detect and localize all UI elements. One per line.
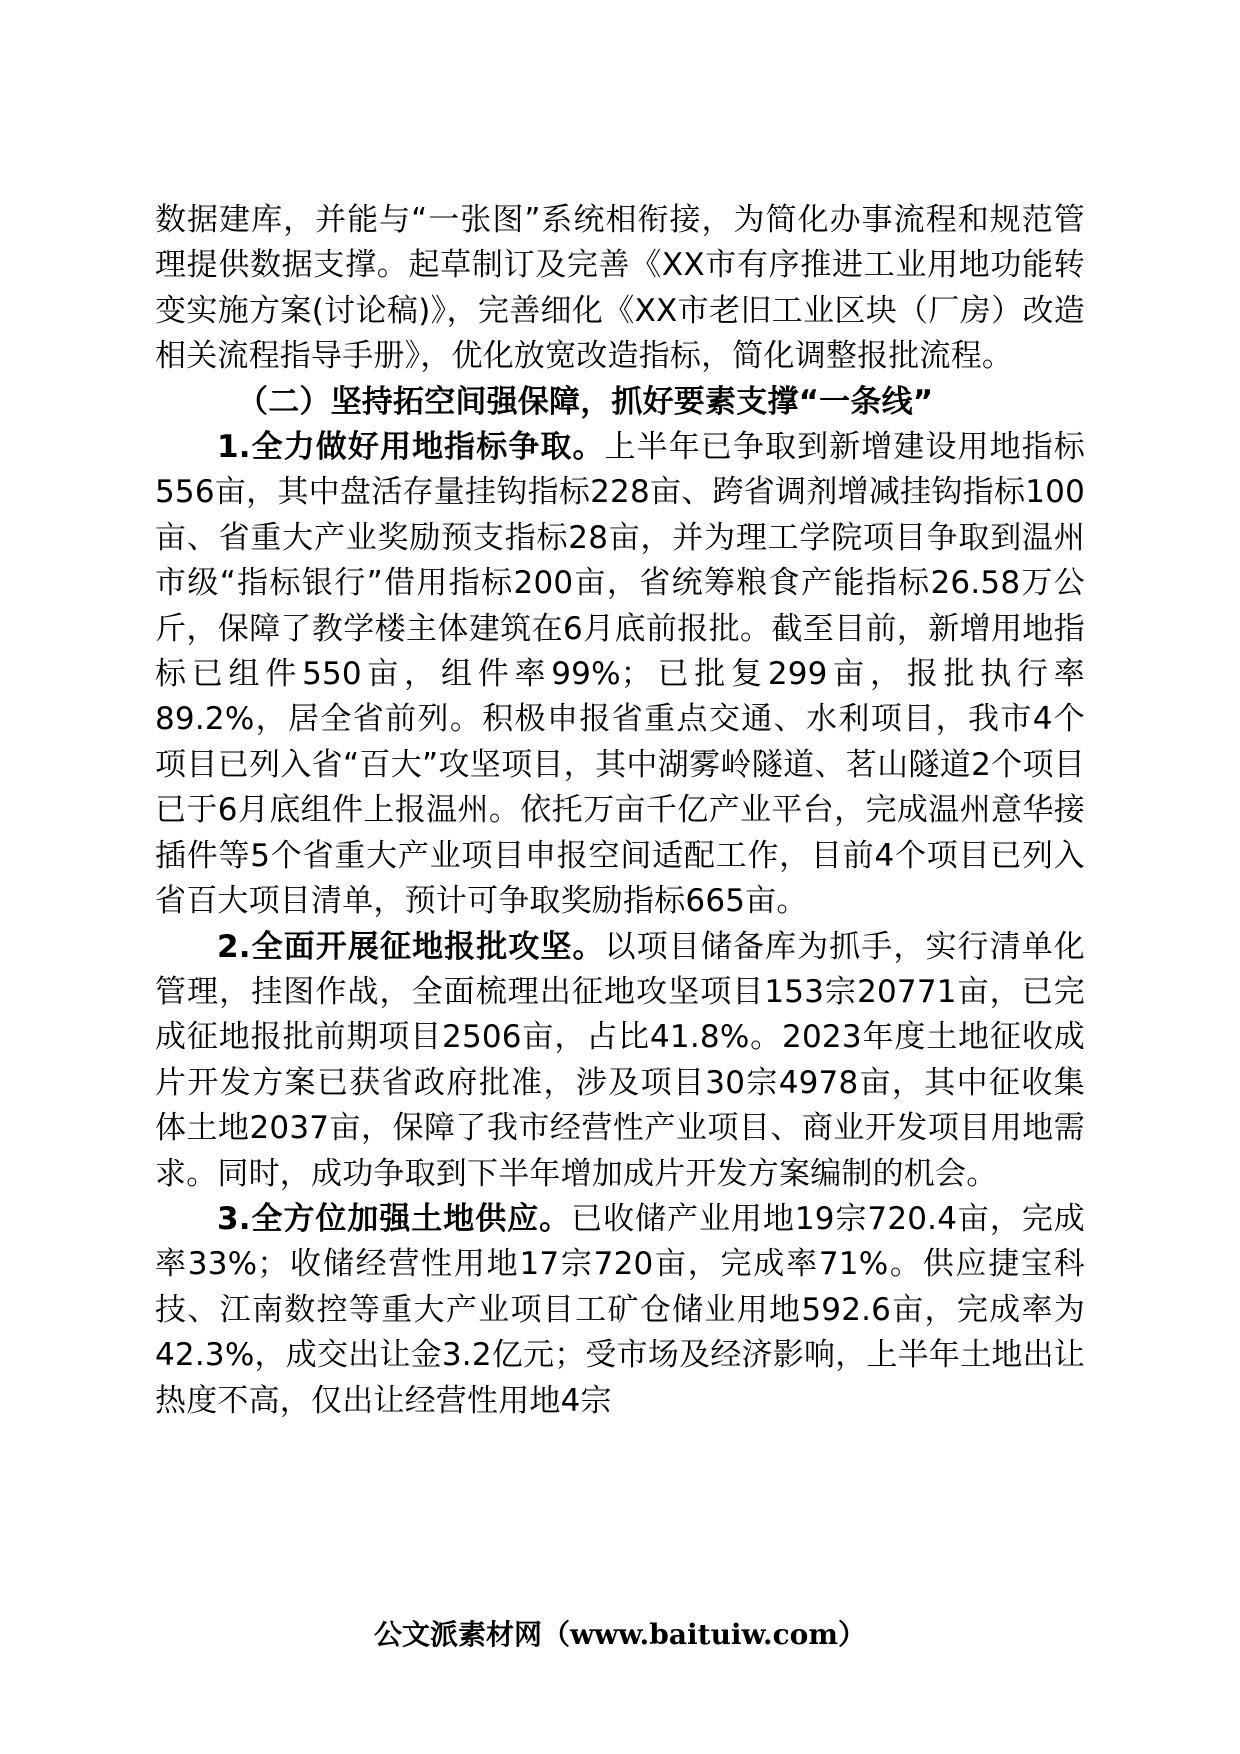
- paragraph-lead: 2.全面开展征地报批攻坚。: [217, 928, 605, 965]
- footer-source-text: 公文派素材网（www.baituiw.com）: [374, 1618, 866, 1651]
- document-body: [155, 198, 1085, 1424]
- paragraph-continuation: [155, 198, 1085, 380]
- paragraph-land-expropriation: [155, 925, 1085, 1197]
- paragraph-text: 上半年已争取到新增建设用地指标556亩，其中盘活存量挂钩指标228亩、跨省调剂增减挂钩指标100亩、省重大产业奖励预支指标28亩，并为理工学院项目争取到温州市级“指标银行”借用指标200亩，省统筹粮食产能指标26.58万公斤，保障了教学楼主体建筑在6月底前报批。截至目前，新增用地指标已组件550亩，组件率99%；已批复299亩，报批执行率89.2%，居全省前列。积极申报省重点交通、水利项目，我市4个项目已列入省“百大”攻坚项目，其中湖雾岭隧道、茗山隧道2个项目已于6月底组件上报温州。依托万亩千亿产业平台，完成温州意华接插件等5个省重大产业项目申报空间适配工作，目前4个项目已列入省百大项目清单，预计可争取奖励指标665亩。: [155, 429, 1086, 920]
- paragraph-lead: 3.全方位加强土地供应。: [217, 1200, 572, 1237]
- paragraph-text: 数据建库，并能与“一张图”系统相衔接，为简化办事流程和规范管理提供数据支撑。起草制订及完善《XX市有序推进工业用地功能转变实施方案(讨论稿)》，完善细化《XX市老旧工业区块（厂房）改造相关流程指导手册》，优化放宽改造指标，简化调整报批流程。: [155, 202, 1085, 375]
- section-heading-text: （二）坚持拓空间强保障，抓好要素支撑“一条线”: [237, 383, 934, 420]
- paragraph-land-supply: [155, 1197, 1085, 1424]
- paragraph-lead: 1.全力做好用地指标争取。: [217, 429, 605, 466]
- section-heading: [155, 380, 1085, 425]
- paragraph-text: 已收储产业用地19宗720.4亩，完成率33%；收储经营性用地17宗720亩，完成率71%。供应捷宝科技、江南数控等重大产业项目工矿仓储业用地592.6亩，完成率为42.3%，成交出让金3.2亿元；受市场及经济影响，上半年土地出让热度不高，仅出让经营性用地4宗: [155, 1200, 1086, 1419]
- paragraph-land-quota: [155, 425, 1085, 924]
- page-footer: [0, 1617, 1240, 1653]
- paragraph-text: 以项目储备库为抓手，实行清单化管理，挂图作战，全面梳理出征地攻坚项目153宗20771亩，已完成征地报批前期项目2506亩，占比41.8%。2023年度土地征收成片开发方案已获省政府批准，涉及项目30宗4978亩，其中征收集体土地2037亩，保障了我市经营性产业项目、商业开发项目用地需求。同时，成功争取到下半年增加成片开发方案编制的机会。: [155, 928, 1086, 1192]
